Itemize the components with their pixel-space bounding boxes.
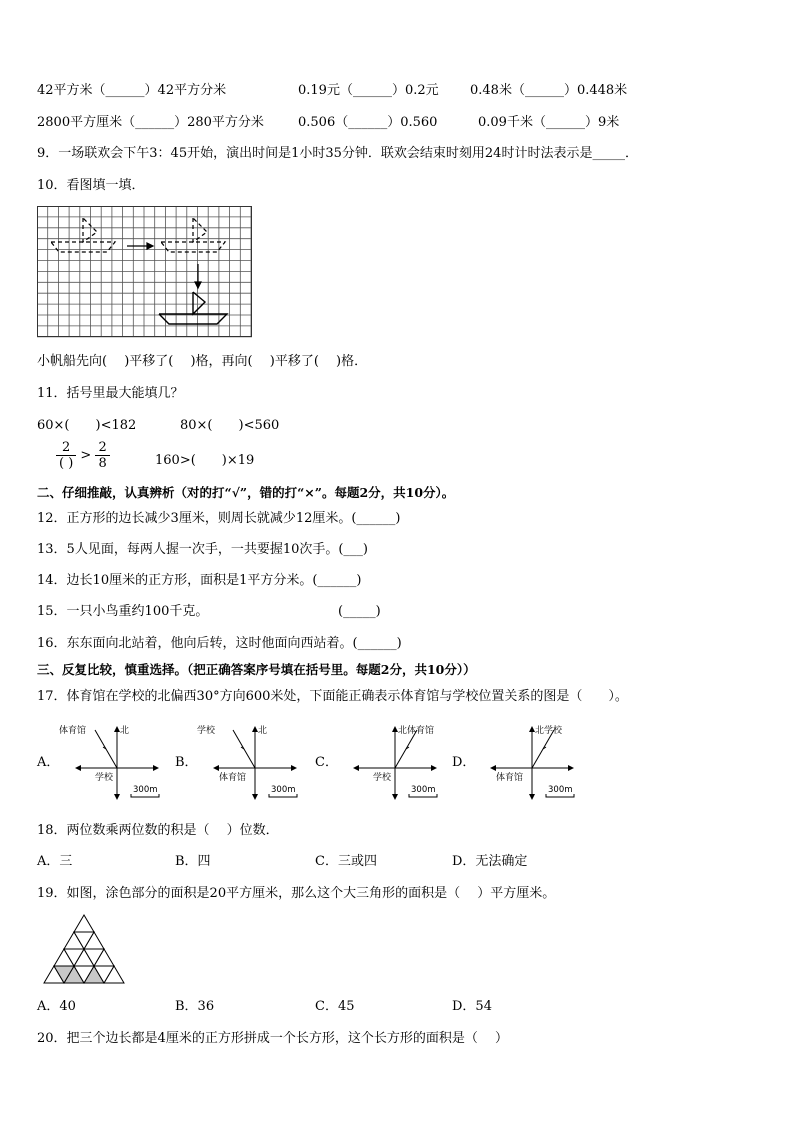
top-place-label: 体育馆	[407, 726, 435, 736]
north-label: 北	[535, 726, 545, 736]
boat-translated-right	[161, 218, 225, 252]
sailboat-grid-figure	[37, 206, 253, 338]
q17-option-c[interactable]	[315, 722, 445, 804]
question-18-option-c: C．三或四	[315, 854, 377, 869]
question-18-option-a: A．三	[37, 854, 73, 869]
q17-option-label: A．	[37, 755, 60, 770]
question-11-b: 80×( )<560	[180, 418, 280, 433]
compare-1b: 0.19元（______）0.2元	[298, 83, 439, 98]
compass-diagram	[474, 722, 584, 804]
q17-option-label: D．	[452, 755, 476, 770]
q17-option-label: C．	[315, 755, 338, 770]
question-10-answer: 小帆船先向( )平移了( )格，再向( )平移了( )格．	[37, 354, 368, 369]
question-20: 20．把三个边长都是4厘米的正方形拼成一个长方形，这个长方形的面积是（ ）	[37, 1031, 508, 1046]
question-19-option-d: D．54	[452, 999, 492, 1014]
question-18-stem: 18．两位数乘两位数的积是（ ）位数．	[37, 823, 279, 838]
q17-option-a[interactable]	[37, 722, 167, 804]
question-19-option-a: A．40	[37, 999, 76, 1014]
question-13: 13．5人见面，每两人握一次手，一共要握10次手。(___)	[37, 542, 368, 557]
question-10-stem: 10．看图填一填．	[37, 178, 145, 193]
north-label: 北	[258, 726, 268, 736]
question-14: 14．边长10厘米的正方形，面积是1平方分米。(______)	[37, 573, 362, 588]
fraction-right: $\frac{2}{8}$	[95, 440, 109, 471]
north-label: 北	[398, 726, 408, 736]
q17-option-b[interactable]	[175, 722, 305, 804]
compass-diagram	[337, 722, 447, 804]
question-12: 12．正方形的边长减少3厘米，则周长就减少12厘米。(______)	[37, 511, 401, 526]
question-19-option-c: C．45	[315, 999, 355, 1014]
question-19-stem: 19．如图，涂色部分的面积是20平方厘米，那么这个大三角形的面积是（ ）平方厘米。	[37, 886, 556, 901]
greater-sign: >	[80, 448, 92, 463]
section-3-heading: 三、反复比较，慎重选择。（把正确答案序号填在括号里。每题2分，共10分））	[37, 662, 476, 677]
center-place-label: 体育馆	[219, 773, 247, 783]
question-19-option-b: B．36	[175, 999, 215, 1014]
compare-2b: 0.506（______）0.560	[298, 115, 438, 130]
section-2-heading: 二、仔细推敲，认真辨析（对的打“√”，错的打“×”。每题2分，共10分）。	[37, 485, 455, 500]
scale-label: 300m	[133, 785, 158, 795]
question-11-d: 160>( )×19	[155, 453, 255, 468]
fraction-left: $\frac{2}{( )}$	[56, 440, 76, 471]
top-place-label: 体育馆	[59, 726, 87, 736]
question-15-blank: (_____)	[338, 604, 381, 619]
north-label: 北	[120, 726, 130, 736]
boat-final	[159, 292, 227, 324]
triangle-figure	[42, 913, 126, 985]
scale-label: 300m	[271, 785, 296, 795]
question-11-c	[56, 440, 110, 471]
question-18-option-b: B．四	[175, 854, 211, 869]
center-place-label: 学校	[373, 773, 392, 783]
top-place-label: 学校	[197, 726, 216, 736]
question-15: 15．一只小鸟重约100千克。	[37, 604, 209, 619]
compare-2c: 0.09千米（______）9米	[478, 115, 620, 130]
compare-1a: 42平方米（______）42平方分米	[37, 83, 227, 98]
question-17-stem: 17．体育馆在学校的北偏西30°方向600米处，下面能正确表示体育馆与学校位置关系的图是（ ）。	[37, 689, 628, 704]
compare-2a: 2800平方厘米（______）280平方分米	[37, 115, 264, 130]
center-place-label: 体育馆	[496, 773, 524, 783]
q17-option-label: B．	[175, 755, 198, 770]
boat-original	[51, 218, 115, 252]
question-11-stem: 11．括号里最大能填几？	[37, 386, 184, 401]
question-11-a: 60×( )<182	[37, 418, 137, 433]
scale-label: 300m	[548, 785, 573, 795]
q17-option-d[interactable]	[452, 722, 582, 804]
compare-1c: 0.48米（______）0.448米	[470, 83, 628, 98]
top-place-label: 学校	[544, 726, 563, 736]
scale-label: 300m	[411, 785, 436, 795]
compass-diagram	[197, 722, 307, 804]
question-9: 9．一场联欢会下午3：45开始，演出时间是1小时35分钟．联欢会结束时刻用24时计时法表示是_____．	[37, 146, 638, 161]
compass-diagram	[59, 722, 169, 804]
center-place-label: 学校	[95, 773, 114, 783]
question-18-option-d: D．无法确定	[452, 854, 528, 869]
question-16: 16．东东面向北站着，他向后转，这时他面向西站着。(______)	[37, 636, 402, 651]
